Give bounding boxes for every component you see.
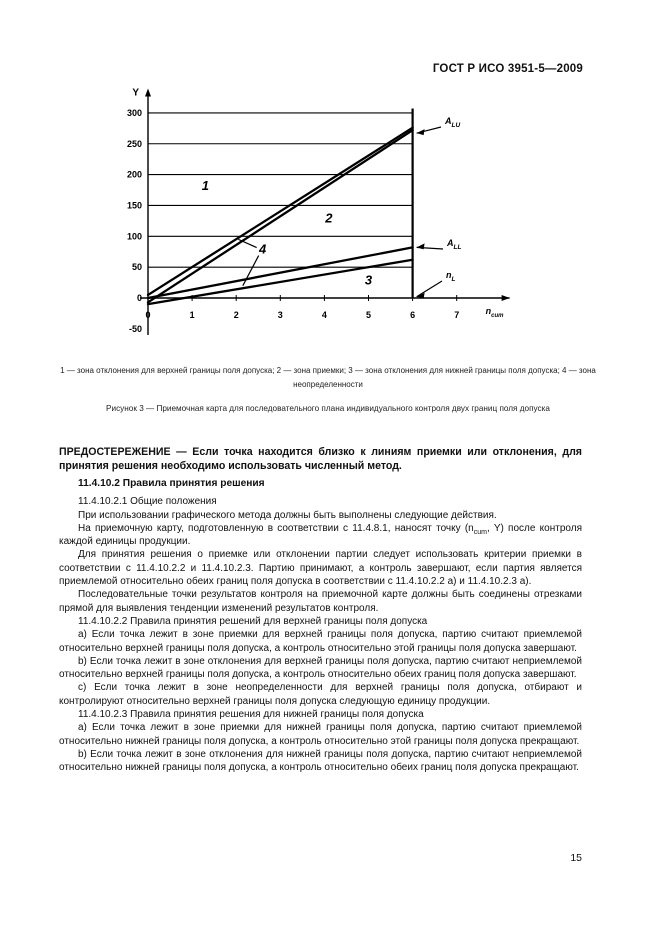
warning-text: ПРЕДОСТЕРЕЖЕНИЕ — Если точка находится близко к линиям приемки или отклонения, для принятия решения необходимо использовать численный метод. — [59, 446, 582, 472]
paragraph: 11.4.10.2.2 Правила принятия решений для верхней границы поля допуска — [78, 615, 428, 627]
paragraph: b) Если точка лежит в зоне отклонения для верхней границы поля допуска, партию считают неприемлемой относительно верхней границы поля допуска, а контроль относительно обеих границ поля допуска завершают. — [59, 655, 582, 681]
page-number: 15 — [570, 852, 582, 864]
paragraph: 11.4.10.2.1 Общие положения — [78, 496, 217, 508]
leader-arrow — [417, 243, 425, 249]
x-axis-label: $n_{cum}$ — [485, 306, 504, 319]
line-label: $A_{LU}$ — [445, 116, 461, 129]
x-tick-label: 4 — [321, 310, 327, 320]
y-tick-label: 0 — [136, 293, 142, 303]
acceptance-chart — [0, 0, 661, 360]
text-run: , Y) после контроля каждой единицы продукции. — [59, 522, 582, 548]
figure-caption: Рисунок 3 — Приемочная карта для последовательного плана индивидуального контроля двух границ поля допуска — [106, 404, 550, 413]
figure-legend: 1 — зона отклонения для верхней границы поля допуска; 2 — зона приемки; 3 — зона отклонения для нижней границы поля допуска; 4 — зона неопределенности — [60, 366, 596, 389]
y-axis-arrow — [145, 89, 151, 97]
paragraph — [59, 522, 582, 549]
y-tick-label: 250 — [126, 138, 142, 149]
y-tick-label: 100 — [126, 231, 142, 242]
body-text — [59, 477, 582, 775]
document-code: ГОСТ Р ИСО 3951-5—2009 — [432, 63, 583, 75]
line-label: $A_{LL}$ — [447, 238, 462, 251]
paragraph: с) Если точка лежит в зоне неопределенности для верхней границы поля допуска, отбирают и контролируют относительно верхней границы поля допуска следующую единицу продукции. — [59, 682, 582, 707]
y-tick-label: 200 — [126, 169, 142, 180]
zone-label: 4 — [259, 241, 267, 257]
paragraph: При использовании графического метода должны быть выполнены следующие действия. — [78, 509, 497, 521]
paragraph: а) Если точка лежит в зоне приемки для нижней границы поля допуска, партию считают приемлемой относительно нижней границы поля допуска, а контроль относительно этой границы поля допуска прекращают. — [59, 722, 582, 747]
zone-leader — [238, 239, 256, 247]
x-tick-label: 7 — [454, 310, 460, 320]
text-run: На приемочную карту, подготовленную в соответствии с 11.4.8.1, наносят точку (n — [78, 522, 474, 534]
x-tick-label: 1 — [189, 310, 195, 320]
paragraph: b) Если точка лежит в зоне отклонения для нижней границы поля допуска, партию считают неприемлемой относительно нижней границы поля допуска, а контроль относительно обеих границ поля допуска прекращают. — [59, 748, 582, 774]
leader-line — [417, 281, 442, 297]
zone-leader — [243, 256, 259, 286]
x-axis-arrow — [502, 295, 510, 301]
y-axis-label: Y — [132, 87, 139, 99]
boundary-line — [148, 247, 413, 298]
paragraph: Последовательные точки результатов контроля на приемочной карте должны быть соединены отрезками прямой для выявления тенденции изменений результатов контроля. — [59, 589, 582, 614]
y-tick-label: 150 — [126, 200, 142, 211]
subscript: cum — [473, 528, 487, 536]
x-tick-label: 3 — [277, 310, 283, 320]
zone-label: 2 — [325, 210, 333, 226]
zone-label: 1 — [201, 178, 209, 194]
paragraph: Для принятия решения о приемке или отклонении партии следует использовать критерии приемки в соответствии с 11.4.10.2.2 и 11.4.10.2.3. Партию принимают, а контроль завершают, если партия является приемлемой относительно обеих границ поля допуска в соответствии с 11.4.10.2.2 а) и 11.4.10.2.3 а). — [59, 549, 582, 588]
x-tick-label: 2 — [233, 310, 239, 320]
leader-arrow — [417, 129, 425, 135]
y-tick-label: 300 — [126, 107, 142, 118]
boundary-line — [148, 128, 413, 295]
boundary-line — [148, 130, 413, 302]
x-tick-label: 6 — [410, 310, 416, 320]
zone-label: 3 — [364, 272, 373, 288]
y-tick-label: 50 — [131, 262, 142, 273]
x-tick-label: 0 — [145, 310, 151, 320]
section-heading: 11.4.10.2 Правила принятия решения — [78, 478, 265, 489]
line-label: $n_L$ — [446, 270, 456, 283]
paragraph: 11.4.10.2.3 Правила принятия решения для нижней границы поля допуска — [78, 709, 424, 721]
paragraph: а) Если точка лежит в зоне приемки для верхней границы поля допуска, партию считают приемлемой относительно верхней границы поля допуска, а контроль относительно этой границы поля допуска завершают. — [59, 629, 582, 654]
y-tick-label: -50 — [128, 323, 142, 334]
x-tick-label: 5 — [365, 310, 372, 320]
